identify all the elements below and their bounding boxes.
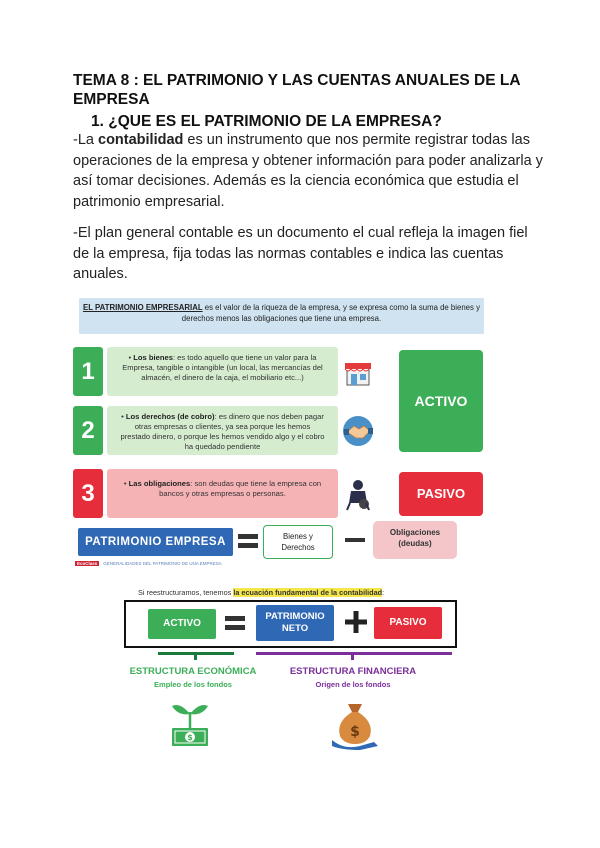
bienes-line-2: Derechos	[281, 543, 315, 552]
title-line-1: TEMA 8 : EL PATRIMONIO Y LAS CUENTAS ANUALES DE LA	[73, 72, 521, 89]
money-plant-icon	[166, 698, 214, 748]
bracket-financiera-tick	[351, 652, 354, 660]
source-credit	[75, 561, 222, 569]
debtor-icon	[341, 477, 375, 511]
obligaciones-box	[373, 521, 457, 559]
pasivo-box: PASIVO	[399, 472, 483, 516]
plus-icon	[344, 610, 368, 634]
svg-text:$: $	[350, 724, 360, 740]
item-term: Las obligaciones	[128, 479, 191, 488]
minus-icon	[345, 538, 365, 542]
definition-box	[79, 298, 484, 334]
bienes-line-1: Bienes y	[283, 532, 313, 541]
para1-rest: es un instrumento que nos permite registrar todas las operaciones de la empresa y obtener información para poder analizarla y así tomar decisiones. Además es la ciencia económica que estudia el patrimonio empresarial.	[73, 132, 543, 210]
para1-bold: contabilidad	[98, 132, 184, 148]
patrimonio-line-2: NETO	[281, 623, 309, 634]
paragraph-contabilidad	[73, 130, 543, 212]
source-logo: EcoClass	[77, 561, 98, 566]
intro-highlight: la ecuación fundamental de la contabilidad	[233, 588, 383, 597]
source-text: GENERALIDADES DEL PATRIMONIO DE UNA EMPRESA	[103, 561, 222, 566]
oblig-line-2: (deudas)	[398, 539, 432, 548]
title-line-2: EMPRESA	[73, 91, 150, 108]
bracket-financiera	[256, 652, 452, 655]
equals-icon	[224, 613, 246, 633]
shop-icon	[341, 355, 375, 389]
item-term: Los derechos (de cobro)	[125, 412, 215, 421]
oblig-line-1: Obligaciones	[389, 528, 441, 537]
patrimonio-line-1: PATRIMONIO	[265, 611, 325, 622]
bracket-economica-tick	[194, 652, 197, 660]
patrimonio-infographic	[73, 292, 488, 572]
paragraph-plan-general: -El plan general contable es un documento el cual refleja la imagen fiel de la empresa, fija todas las normas contables e indica las cuentas anuales.	[73, 225, 528, 282]
activo-box: ACTIVO	[148, 609, 216, 639]
number-badge: 1	[73, 347, 103, 396]
equation-infographic	[118, 588, 468, 758]
item-description: • Los bienes: es todo aquello que tiene un valor para la Empresa, tangible o intangible (un local, las mercancías del almacén, el dinero de la caja, el mobiliario etc...)	[107, 347, 338, 396]
estructura-financiera-sublabel: Origen de los fondos	[315, 680, 391, 689]
estructura-economica-label: ESTRUCTURA ECONÓMICA	[129, 666, 257, 677]
estructura-economica-sublabel: Empleo de los fondos	[154, 680, 232, 689]
patrimonio-neto-box	[256, 605, 334, 641]
intro-prefix: Si reestructuramos, tenemos	[138, 588, 234, 597]
bienes-derechos-box	[263, 525, 333, 559]
activo-box: ACTIVO	[399, 350, 483, 452]
item-description: • Los derechos (de cobro): es dinero que nos deben pagar otras empresas o clientes, ya sea porque les hemos prestado dinero, o porque les hemos vendido algo y el cobro ha quedado pendiente	[107, 406, 338, 455]
pasivo-box: PASIVO	[374, 607, 442, 639]
equation-intro	[138, 588, 468, 597]
section-subtitle: 1. ¿QUE ES EL PATRIMONIO DE LA EMPRESA?	[91, 113, 442, 130]
page-title	[73, 71, 543, 109]
estructura-financiera-label: ESTRUCTURA FINANCIERA	[289, 666, 417, 677]
item-description: • Las obligaciones: son deudas que tiene la empresa con bancos y otras empresas o personas.	[107, 469, 338, 518]
money-bag-icon	[330, 700, 380, 750]
para1-prefix: -La	[73, 132, 98, 148]
definition-term: EL PATRIMONIO EMPRESARIAL	[83, 303, 203, 312]
item-text: : es todo aquello que tiene un valor para la Empresa, tangible o intangible (un local, las mercancías del almacén, el dinero de la caja, el mobiliario etc...)	[122, 353, 323, 382]
number-badge: 3	[73, 469, 103, 518]
svg-text:$: $	[187, 733, 193, 742]
equals-icon	[236, 526, 260, 556]
item-text: : son deudas que tiene la empresa con bancos y otras empresas o personas.	[159, 479, 322, 498]
handshake-icon	[341, 414, 375, 448]
patrimonio-empresa-bar: PATRIMONIO EMPRESA	[78, 528, 233, 556]
number-badge: 2	[73, 406, 103, 455]
item-term: Los bienes	[133, 353, 173, 362]
intro-suffix: :	[382, 588, 385, 597]
definition-text: es el valor de la riqueza de la empresa, y se expresa como la suma de bienes y derechos menos las obligaciones que tiene una empresa.	[181, 303, 480, 323]
item-text: : es dinero que nos deben pagar otras empresas o clientes, ya sea porque les hemos prestado dinero, o porque les hemos vendido algo y el cobro ha quedado pendiente	[120, 412, 325, 451]
